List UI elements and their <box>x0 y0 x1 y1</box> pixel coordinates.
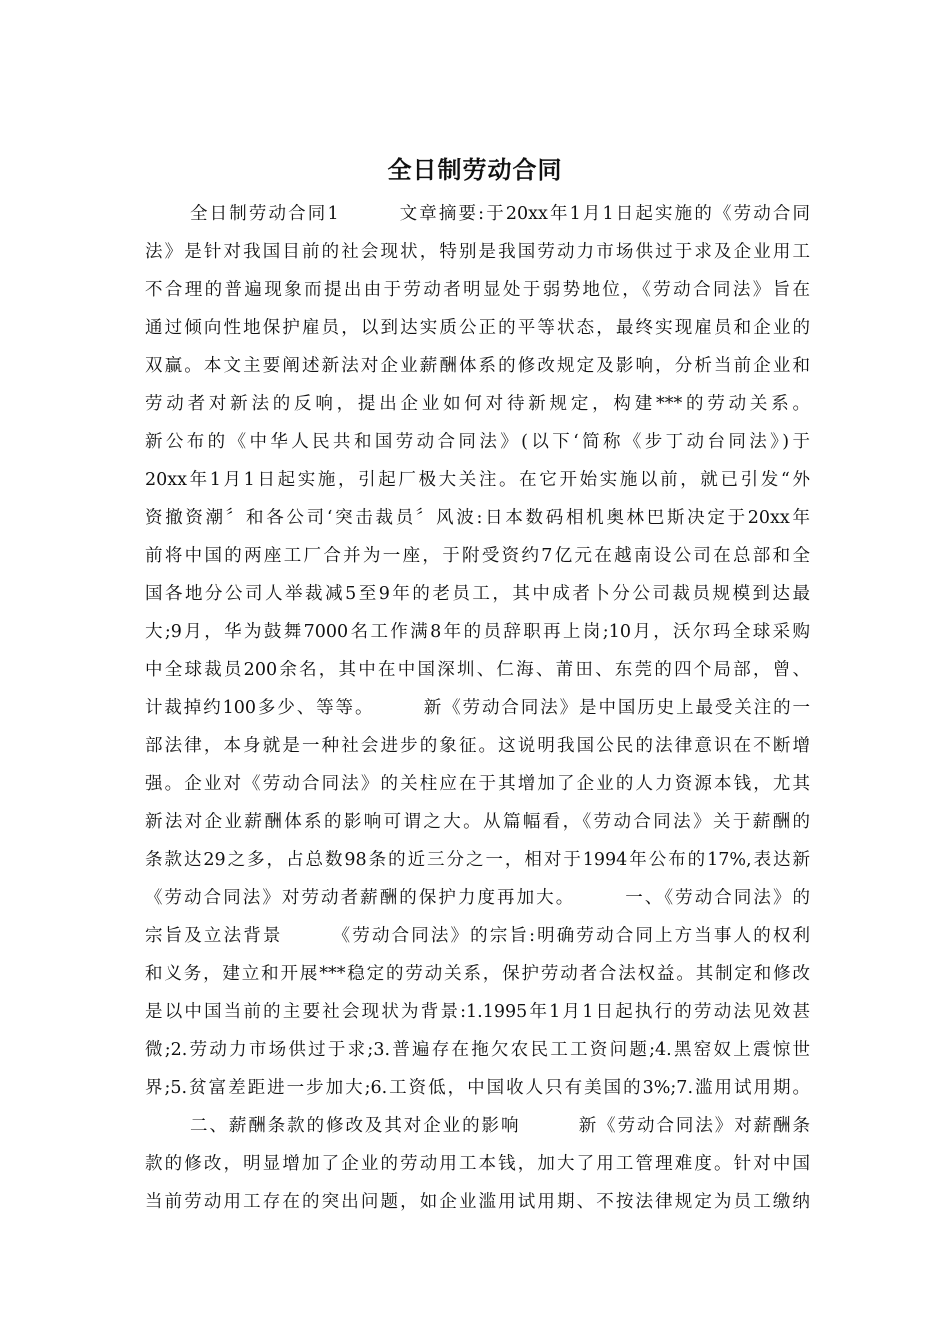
body-line: 全日制劳动合同1 文章摘要:于20xx年1月1日起实施的《劳动合同 <box>190 204 810 224</box>
document-title: 全日制劳动合同 <box>387 156 563 184</box>
body-line: 前将中国的两座工厂合并为一座，于附受资约7亿元在越南设公司在总部和全 <box>145 546 810 566</box>
body-line: 《劳动合同法》对劳动者薪酬的保护力度再加大。 一、《劳动合同法》的 <box>145 888 810 908</box>
body-line: 和义务，建立和开展***稳定的劳动关系，保护劳动者合法权益。其制定和修改 <box>145 964 810 984</box>
body-line: 微;2.劳动力市场供过于求;3.普遍存在拖欠农民工工资问题;4.黑窑奴上震惊世 <box>145 1040 810 1060</box>
body-line: 二、薪酬条款的修改及其对企业的影响 新《劳动合同法》对薪酬条 <box>190 1116 810 1136</box>
body-line: 资撤资潮〞和各公司‘突击裁员〞风波:日本数码相机奥林巴斯决定于20xx年 <box>145 508 810 528</box>
body-line: 新公布的《中华人民共和国劳动合同法》(以下‘简称《步丁动台同法》)于 <box>145 432 810 452</box>
body-line: 中全球裁员200余名，其中在中国深圳、仁海、莆田、东莞的四个局部，曾、 <box>145 660 810 680</box>
body-line: 双赢。本文主要阐述新法对企业薪酬体系的修改规定及影响，分析当前企业和 <box>145 356 810 376</box>
body-line: 劳动者对新法的反响，提出企业如何对待新规定，构建***的劳动关系。 <box>145 394 810 414</box>
body-line: 条款达29之多，占总数98条的近三分之一，相对于1994年公布的17%,表达新 <box>145 850 810 870</box>
body-line: 部法律，本身就是一种社会进步的象征。这说明我国公民的法律意识在不断增 <box>145 736 810 756</box>
body-line: 大;9月，华为鼓舞7000名工作满8年的员辞职再上岗;10月，沃尔玛全球采购 <box>145 622 810 642</box>
body-line: 不合理的普遍现象而提出由于劳动者明显处于弱势地位，《劳动合同法》旨在 <box>145 280 810 300</box>
body-line: 通过倾向性地保护雇员，以到达实质公正的平等状态，最终实现雇员和企业的 <box>145 318 810 338</box>
body-line: 法》是针对我国目前的社会现状，特别是我国劳动力市场供过于求及企业用工 <box>145 242 810 262</box>
body-line: 国各地分公司人举裁减5至9年的老员工，其中成者卜分公司裁员规模到达最 <box>145 584 810 604</box>
body-line: 界;5.贫富差距进一步加大;6.工资低，中国收人只有美国的3%;7.滥用试用期。 <box>145 1078 810 1098</box>
body-line: 强。企业对《劳动合同法》的关柱应在于其增加了企业的人力资源本钱，尤其 <box>145 774 810 794</box>
body-line: 宗旨及立法背景 《劳动合同法》的宗旨:明确劳动合同上方当事人的权利 <box>145 926 810 946</box>
body-line: 新法对企业薪酬体系的影响可谓之大。从篇幅看，《劳动合同法》关于薪酬的 <box>145 812 810 832</box>
body-line: 是以中国当前的主要社会现状为背景:1.1995年1月1日起执行的劳动法见效甚 <box>145 1002 810 1022</box>
body-line: 款的修改，明显增加了企业的劳动用工本钱，加大了用工管理难度。针对中国 <box>145 1154 810 1174</box>
body-line: 当前劳动用工存在的突出问题，如企业滥用试用期、不按法律规定为员工缴纳 <box>145 1192 810 1212</box>
body-line: 20xx年1月1日起实施，引起厂极大关注。在它开始实施以前，就已引发“外 <box>145 470 810 490</box>
body-line: 计裁掉约100多少、等等。 新《劳动合同法》是中国历史上最受关注的一 <box>145 698 810 718</box>
document-body <box>145 195 810 1221</box>
